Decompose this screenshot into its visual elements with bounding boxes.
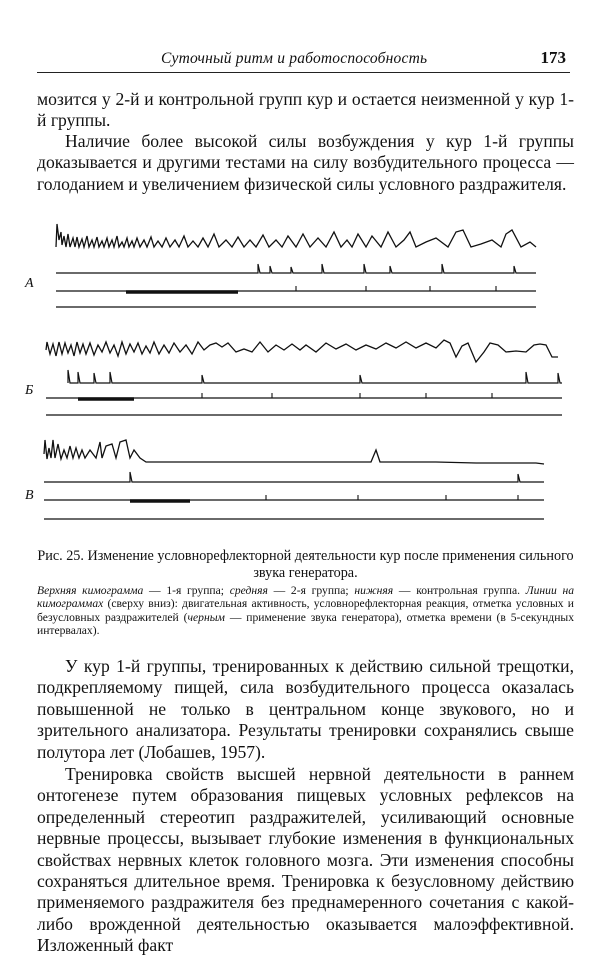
kymogram-b-stimulus-ticks bbox=[202, 393, 492, 398]
paragraph-excitation-tests: Наличие более высокой силы возбуждения у кур 1-й группы доказывается и другими тестами на силу возбудительного процесса — голоданием и увеличением физической силы условного раздражителя. bbox=[37, 131, 574, 194]
kymogram-a-activity-trace bbox=[56, 224, 536, 247]
legend-text: — применение звука генератора), отметка времени (в 5-секундных интервалах). bbox=[37, 610, 574, 638]
legend-term-top: Верхняя кимограмма bbox=[37, 584, 144, 597]
paragraph-continuation: мозится у 2-й и контрольной групп кур и остается неизменной у кур 1-й группы. bbox=[37, 89, 574, 131]
legend-term-bottom: нижняя bbox=[354, 584, 394, 597]
figure-caption: Рис. 25. Изменение условнорефлекторной деятельности кур после применения сильного звука генератора. bbox=[37, 548, 574, 581]
panel-label-a: А bbox=[25, 276, 34, 291]
paragraph-training-results: У кур 1-й группы, тренированных к действию сильной трещотки, подкрепляемому пищей, сила возбудительного процесса оказалась повышенной не только в центральном конце звукового, но и зрительного анализатора. Результаты тренировки сохранялись свыше полутора лет (Лобашев, 1957). bbox=[37, 656, 574, 762]
legend-term-lines: Линии на кимограммах bbox=[37, 584, 575, 611]
kymogram-c-activity-trace bbox=[44, 440, 544, 464]
kymogram-c-stimulus-ticks bbox=[266, 495, 518, 500]
paragraph-ontogenesis: Тренировка свойств высшей нервной деятельности в раннем онтогенезе путем образования пищевых условных рефлексов на определенный стереотип раздражителей, усиливающий основные нервные процессы, вызывает глубокие изменения в функциональных свойствах нервных клеток головного мозга. Эти изменения способны сохраняться длительное время. Тренировка к безусловному действию применяемого раздражителя без преднамеренного сочетания с какой-либо врожденной деятельностью оказывается малоэффективной. Изложенный факт bbox=[37, 764, 574, 956]
legend-text: — 2-я группа; bbox=[267, 584, 355, 597]
panel-label-b: Б bbox=[25, 383, 34, 398]
running-title: Суточный ритм и работоспособность bbox=[161, 50, 428, 67]
header-rule bbox=[37, 72, 570, 73]
page-number: 173 bbox=[540, 48, 566, 67]
kymogram-b-activity-trace bbox=[46, 340, 558, 362]
running-head bbox=[37, 34, 570, 74]
kymogram-a-cr-line bbox=[56, 264, 536, 273]
legend-text: — 1-я группа; bbox=[143, 584, 230, 597]
kymogram-figure bbox=[16, 212, 576, 542]
legend-term-black: черным bbox=[187, 610, 225, 624]
legend-text: (сверху вниз): двигательная активность, условнорефлекторная реакция, отметка условных и безусловных раздражителей ( bbox=[37, 597, 574, 624]
panel-label-c: В bbox=[25, 488, 34, 503]
kymogram-c-cr-line bbox=[44, 472, 544, 482]
legend-term-middle: средняя bbox=[229, 584, 268, 597]
kymogram-b-cr-line bbox=[68, 370, 562, 383]
legend-text: — контрольная группа. bbox=[393, 584, 526, 597]
kymogram-traces bbox=[16, 212, 576, 542]
kymogram-a-stimulus-ticks bbox=[296, 286, 496, 291]
figure-legend bbox=[37, 584, 574, 638]
